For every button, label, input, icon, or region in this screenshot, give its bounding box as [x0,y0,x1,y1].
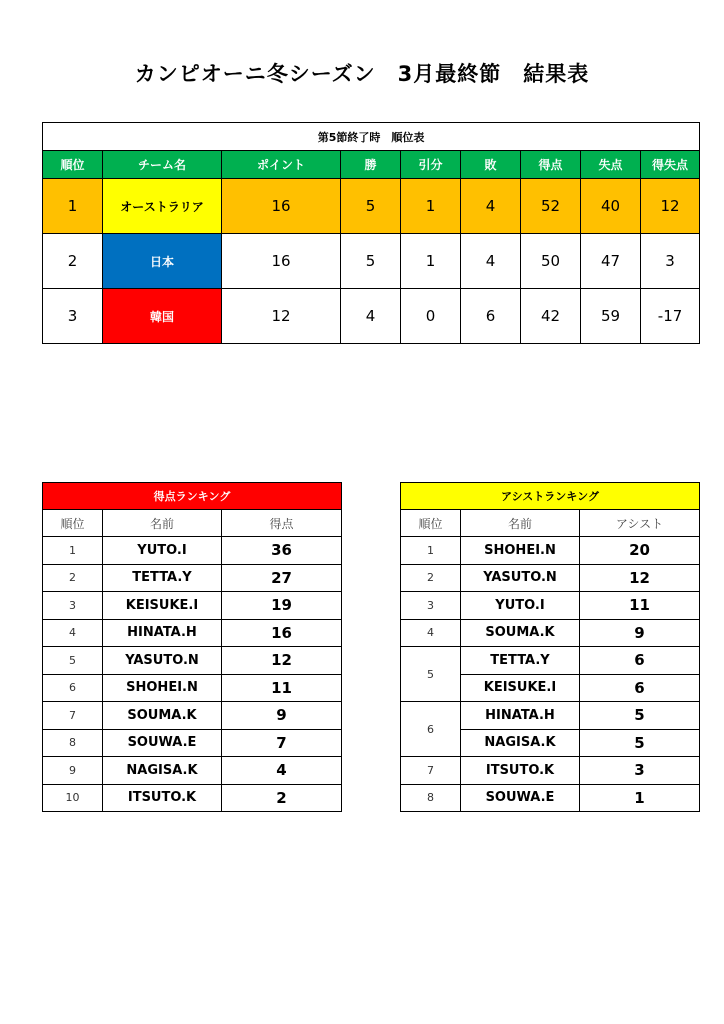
header-goals-for: 得点 [521,151,581,179]
scoring-header-row [43,510,342,537]
team-cell-japan: 日本 [103,234,222,289]
goals-value: 12 [222,647,342,675]
assists-value: 5 [580,702,700,730]
player-name: TETTA.Y [103,564,222,592]
header-draws: 引分 [401,151,461,179]
scoring-row [43,674,342,702]
scoring-row [43,784,342,812]
assist-row [401,757,700,785]
wins-cell: 5 [341,234,401,289]
player-name: SOUWA.E [461,784,580,812]
rank-cell: 4 [401,619,461,647]
goal-diff-cell: 3 [641,234,700,289]
assists-value: 1 [580,784,700,812]
header-goals: 得点 [222,510,342,537]
losses-cell: 4 [461,234,521,289]
assist-row [401,784,700,812]
rank-cell: 9 [43,757,103,785]
scoring-row [43,729,342,757]
assist-row [401,647,700,675]
player-name: YUTO.I [103,537,222,565]
assists-value: 11 [580,592,700,620]
assist-row [401,619,700,647]
header-rank: 順位 [43,510,103,537]
player-name: NAGISA.K [103,757,222,785]
assist-header-row [401,510,700,537]
losses-cell: 4 [461,179,521,234]
goals-value: 7 [222,729,342,757]
goals-for-cell: 50 [521,234,581,289]
goals-against-cell: 59 [581,289,641,344]
rank-cell: 7 [401,757,461,785]
assists-value: 12 [580,564,700,592]
rank-cell: 2 [43,234,103,289]
assists-value: 9 [580,619,700,647]
rank-cell: 3 [43,289,103,344]
rank-cell: 2 [401,564,461,592]
rank-cell: 5 [401,647,461,702]
rank-cell: 2 [43,564,103,592]
player-name: YASUTO.N [103,647,222,675]
player-name: YASUTO.N [461,564,580,592]
player-name: SHOHEI.N [103,674,222,702]
player-name: TETTA.Y [461,647,580,675]
standings-row [43,289,700,344]
player-name: YUTO.I [461,592,580,620]
rank-cell: 4 [43,619,103,647]
player-name: SHOHEI.N [461,537,580,565]
scoring-row [43,757,342,785]
scoring-ranking-caption: 得点ランキング [43,483,342,510]
player-name: ITSUTO.K [461,757,580,785]
rank-cell: 3 [401,592,461,620]
goals-value: 27 [222,564,342,592]
player-name: SOUWA.E [103,729,222,757]
assists-value: 6 [580,647,700,675]
player-name: KEISUKE.I [461,674,580,702]
goals-value: 4 [222,757,342,785]
header-name: 名前 [461,510,580,537]
goal-diff-cell: -17 [641,289,700,344]
goals-value: 36 [222,537,342,565]
assists-value: 5 [580,729,700,757]
rank-cell: 6 [43,674,103,702]
header-rank: 順位 [43,151,103,179]
points-cell: 12 [222,289,341,344]
rank-cell: 1 [401,537,461,565]
goals-against-cell: 47 [581,234,641,289]
header-wins: 勝 [341,151,401,179]
scoring-row [43,619,342,647]
player-name: HINATA.H [461,702,580,730]
team-cell-australia: オーストラリア [103,179,222,234]
rank-cell: 10 [43,784,103,812]
header-losses: 敗 [461,151,521,179]
rank-cell: 8 [401,784,461,812]
assist-row [401,702,700,730]
player-name: KEISUKE.I [103,592,222,620]
goals-against-cell: 40 [581,179,641,234]
rank-cell: 7 [43,702,103,730]
goals-value: 16 [222,619,342,647]
standings-row [43,179,700,234]
scoring-row [43,647,342,675]
losses-cell: 6 [461,289,521,344]
team-cell-korea: 韓国 [103,289,222,344]
assists-value: 6 [580,674,700,702]
assist-ranking-table [400,482,700,812]
player-name: NAGISA.K [461,729,580,757]
header-name: 名前 [103,510,222,537]
draws-cell: 1 [401,179,461,234]
header-assists: アシスト [580,510,700,537]
rank-cell: 3 [43,592,103,620]
assists-value: 3 [580,757,700,785]
goal-diff-cell: 12 [641,179,700,234]
standings-caption: 第5節終了時 順位表 [43,123,700,151]
draws-cell: 1 [401,234,461,289]
header-points: ポイント [222,151,341,179]
rank-cell: 8 [43,729,103,757]
header-goal-diff: 得失点 [641,151,700,179]
assist-ranking-caption: アシストランキング [401,483,700,510]
scoring-row [43,564,342,592]
header-team: チーム名 [103,151,222,179]
rank-cell: 5 [43,647,103,675]
scoring-row [43,537,342,565]
draws-cell: 0 [401,289,461,344]
rank-cell: 1 [43,537,103,565]
player-name: ITSUTO.K [103,784,222,812]
assist-row [401,537,700,565]
player-name: SOUMA.K [103,702,222,730]
player-name: HINATA.H [103,619,222,647]
scoring-row [43,592,342,620]
header-rank: 順位 [401,510,461,537]
goals-value: 9 [222,702,342,730]
wins-cell: 4 [341,289,401,344]
wins-cell: 5 [341,179,401,234]
points-cell: 16 [222,234,341,289]
goals-for-cell: 52 [521,179,581,234]
rank-cell: 1 [43,179,103,234]
goals-value: 2 [222,784,342,812]
standings-header-row [43,151,700,179]
standings-table [42,122,700,344]
player-name: SOUMA.K [461,619,580,647]
standings-row [43,234,700,289]
scoring-row [43,702,342,730]
assists-value: 20 [580,537,700,565]
header-goals-against: 失点 [581,151,641,179]
goals-for-cell: 42 [521,289,581,344]
page-title: カンピオーニ冬シーズン 3月最終節 結果表 [134,62,590,86]
scoring-ranking-table [42,482,342,812]
assist-row [401,564,700,592]
rank-cell: 6 [401,702,461,757]
points-cell: 16 [222,179,341,234]
assist-row [401,592,700,620]
goals-value: 19 [222,592,342,620]
goals-value: 11 [222,674,342,702]
